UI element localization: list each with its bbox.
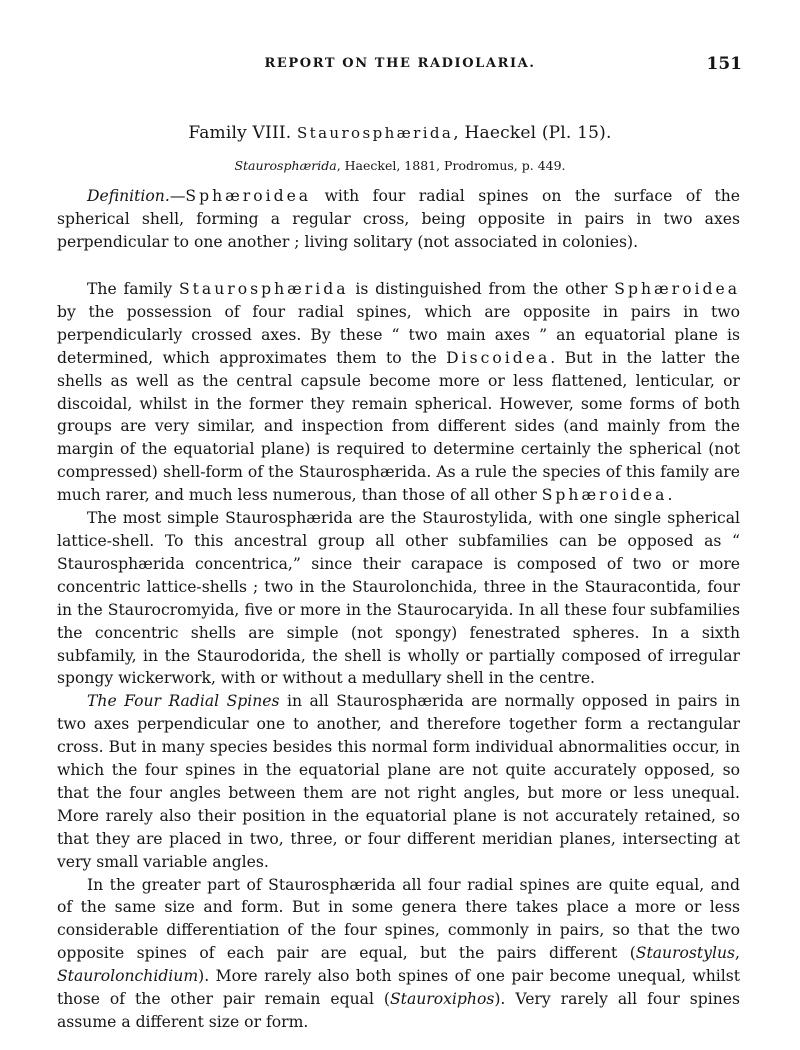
definition-group: Sphæroidea [185, 187, 312, 205]
synonym-citation [0, 158, 800, 173]
definition-label: Definition. [87, 187, 170, 205]
paragraph1-text-5: . [667, 486, 673, 505]
definition-block [57, 185, 740, 254]
running-head-title: REPORT ON THE RADIOLARIA. [264, 56, 536, 71]
definition-text: with four radial spines on the surface of the spherical shell, forming a regular cross, being opposite in pairs in two axes perpendicular to one another ; living solitary (not associated in colonies). [57, 187, 740, 251]
paragraph1-text-4: . But in the latter the shells as well as the central capsule become more or less flattened, lenticular, or discoidal, whilst in the former they remain spherical. However, some forms of both groups are very similar, and inspection from different sides (and mainly from the margin of the equatorial plane) is required to determine certainly the spherical (not compressed) shell-form of the Staurosphærida. As a rule the species of this family are much rarer, and much less numerous, than those of all other [57, 348, 740, 505]
definition-dash: — [169, 187, 186, 205]
body-text [57, 278, 740, 1034]
paragraph-radial-spines [57, 690, 740, 873]
family-heading [0, 123, 800, 143]
running-head [0, 56, 800, 78]
paragraph4-text-4: ). Very rarely all four spines assume a different size or form. [57, 990, 740, 1031]
family-heading-name: Staurosphærida [296, 124, 454, 142]
paragraph3-text: in all Staurosphærida are normally opposed in pairs in two axes perpendicular one to another, and therefore together form a rectangular cross. But in many species besides this normal form individual abnormalities occur, in which the four spines in the equatorial plane are not quite accurately opposed, so that the four angles between them are not right angles, but more or less unequal. More rarely also their position in the equatorial plane is not accurately retained, so that they are placed in two, three, or four different meridian planes, intersecting at very small variable angles. [57, 692, 740, 871]
paragraph1-taxon-4: Sphæroidea [541, 486, 668, 505]
genus-stauroxiphos: Stauroxiphos [390, 990, 495, 1009]
paragraph3-heading: The Four Radial Spines [87, 692, 280, 711]
paragraph1-taxon-3: Discoidea [446, 348, 551, 367]
genus-staurolonchidium: Staurolonchidium [57, 967, 199, 986]
paragraph1-text-1: The family [87, 280, 179, 298]
genus-staurostylus: Staurostylus [635, 944, 736, 963]
paragraph1-taxon-2: Sphæroidea [614, 280, 740, 298]
page-number: 151 [706, 54, 742, 74]
paragraph4-text-1: In the greater part of Staurosphærida all four radial spines are quite equal, and of the same size and form. But in some genera there takes place a more or less considerable differentiation of the four spines, commonly in pairs, so that the two opposite spines of each pair are equal, but the pairs different ( [57, 875, 740, 963]
definition-paragraph [57, 185, 740, 254]
paragraph1-text-3: by the possession of four radial spines, which are opposite in pairs in two perpendicularly crossed axes. By these “ two main axes ” an equatorial plane is determined, which approximates them to the [57, 302, 740, 367]
paragraph1-text-2: is distinguished from the other [348, 280, 615, 298]
paragraph1-taxon-1: Staurosphærida [178, 280, 349, 298]
synonym-reference: , Haeckel, 1881, Prodromus, p. 449. [336, 158, 566, 173]
paragraph4-text-2: , [735, 944, 740, 963]
paragraph-family-distinction [57, 278, 740, 507]
family-heading-prefix: Family VIII. [188, 123, 297, 143]
paragraph-spine-differentiation [57, 874, 740, 1034]
family-heading-suffix: , Haeckel (Pl. 15). [453, 123, 612, 143]
paragraph4-text-3: ). More rarely also both spines of one pair become unequal, whilst those of the other pair remain equal ( [57, 967, 740, 1009]
paragraph-subfamilies: The most simple Staurosphærida are the Staurostylida, with one single spherical lattice-shell. To this ancestral group all other subfamilies can be opposed as “ Staurosphærida concentrica,” since their carapace is composed of two or more concentric lattice-shells ; two in the Staurolonchida, three in the Stauracontida, four in the Staurocromyida, five or more in the Staurocaryida. In all these four subfamilies the concentric shells are simple (not spongy) fenestrated spheres. In a sixth subfamily, in the Staurodorida, the shell is wholly or partially composed of irregular spongy wickerwork, with or without a medullary shell in the centre. [57, 509, 740, 688]
synonym-taxon: Staurosphærida [234, 158, 337, 173]
